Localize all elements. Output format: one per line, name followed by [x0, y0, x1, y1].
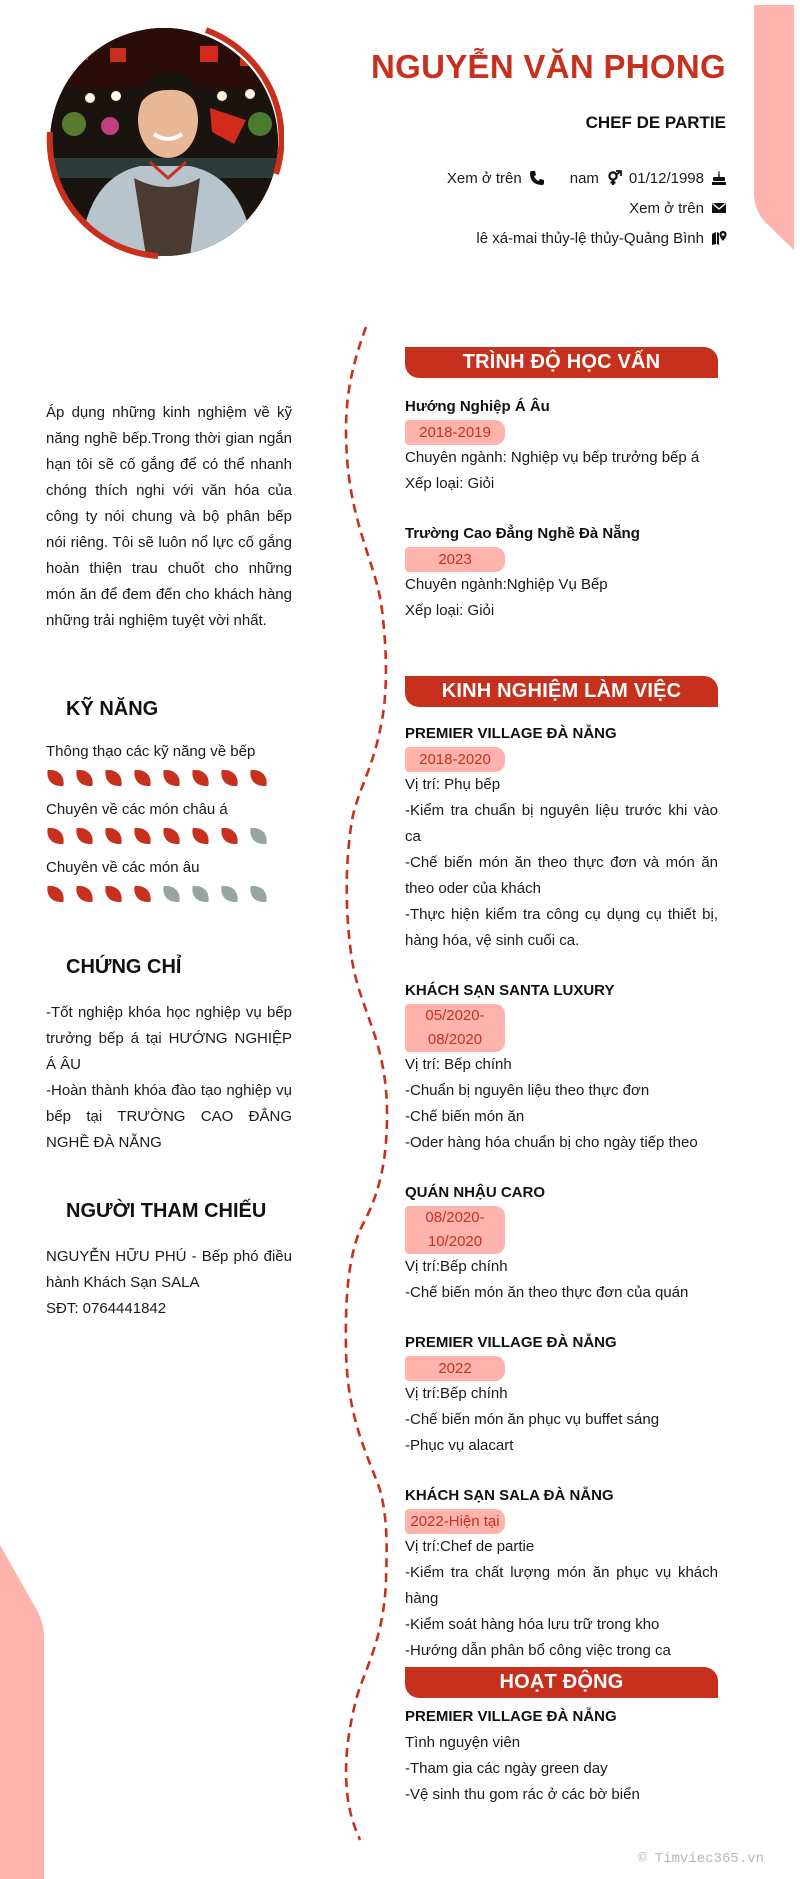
certificate-item: -Tốt nghiệp khóa học nghiệp vụ bếp trưởng bếp á tại HƯỚNG NGHIỆP Á ÂU [46, 1004, 292, 1073]
skill-leaf-filled-icon [73, 828, 95, 844]
skill-leaf-filled-icon [160, 828, 182, 844]
duty: -Oder hàng hóa chuẩn bị cho ngày tiếp theo [405, 1134, 698, 1151]
envelope-icon [710, 199, 728, 217]
skill-leaf-empty-icon [160, 886, 182, 902]
certificates-heading: CHỨNG CHỈ [66, 956, 182, 978]
experience-heading: KINH NGHIỆM LÀM VIỆC [405, 676, 718, 707]
contact-row-3 [476, 229, 728, 247]
duty: -Thực hiện kiểm tra công cụ dụng cụ thiết bị, hàng hóa, vệ sinh cuối ca. [405, 906, 718, 949]
reference-phone: SĐT: 0764441842 [46, 1300, 167, 1317]
skill-leaf-filled-icon [131, 770, 153, 786]
activity-detail: -Tham gia các ngày green day [405, 1760, 608, 1777]
skill-leaf-filled-icon [102, 828, 124, 844]
skill-item [46, 858, 292, 902]
skill-leaf-filled-icon [44, 770, 66, 786]
activity-detail: -Vệ sinh thu gom rác ở các bờ biển [405, 1786, 640, 1803]
experience-entry [405, 1483, 718, 1664]
grade: Xếp loại: Giỏi [405, 602, 495, 619]
experience-entry [405, 1330, 718, 1459]
position: Vị trí:Bếp chính [405, 1385, 508, 1402]
grade: Xếp loại: Giỏi [405, 475, 495, 492]
organization-name: PREMIER VILLAGE ĐÀ NẴNG [405, 1708, 617, 1725]
period-badge: 2018-2020 [405, 747, 505, 772]
wavy-divider [330, 320, 400, 1850]
duty: -Chế biến món ăn [405, 1108, 525, 1125]
certificates-list [46, 1000, 292, 1156]
position: Vị trí:Chef de partie [405, 1538, 535, 1555]
duty: -Chế biến món ăn theo thực đơn của quán [405, 1284, 689, 1301]
activities-heading: HOẠT ĐỘNG [405, 1667, 718, 1698]
period-badge: 08/2020-10/2020 [405, 1206, 505, 1254]
skill-label: Thông thạo các kỹ năng về bếp [46, 743, 256, 760]
gender-icon [605, 169, 623, 187]
company-name: KHÁCH SẠN SALA ĐÀ NẴNG [405, 1487, 614, 1504]
references-heading: NGƯỜI THAM CHIẾU [66, 1200, 267, 1222]
candidate-name: NGUYỄN VĂN PHONG [370, 48, 726, 85]
position: Vị trí: Phụ bếp [405, 776, 501, 793]
period-badge: 2022-Hiện tại [405, 1509, 505, 1534]
activity-entry [405, 1704, 718, 1808]
period-badge: 05/2020-08/2020 [405, 1004, 505, 1052]
position: Vị trí: Bếp chính [405, 1056, 512, 1073]
experience-section [405, 676, 718, 1664]
references-list [46, 1244, 292, 1322]
skill-leaf-filled-icon [160, 770, 182, 786]
skill-rating [46, 886, 292, 902]
skill-leaf-empty-icon [247, 886, 269, 902]
position: Vị trí:Bếp chính [405, 1258, 508, 1275]
gender-value: nam [569, 169, 599, 187]
skill-item [46, 742, 292, 786]
skill-leaf-filled-icon [44, 828, 66, 844]
career-objective: Áp dụng những kinh nghiệm về kỹ năng nghề bếp.Trong thời gian ngắn hạn tôi sẽ cố gắng để có thể nhanh chóng thích nghi với văn hóa của công ty nói chung và bộ phân bếp nói riêng. Tôi sẽ luôn nổ lực cố gắng hoàn thiện trau chuốt cho những món ăn để đem đến cho khách hàng những trải nghiệm tuyệt vời nhất. [46, 404, 292, 629]
skill-rating [46, 770, 292, 786]
avatar [44, 24, 284, 260]
activities-section [405, 1667, 718, 1808]
job-title: CHEF DE PARTIE [585, 113, 726, 132]
skill-leaf-empty-icon [189, 886, 211, 902]
certificate-item: -Hoàn thành khóa đào tạo nghiệp vụ bếp tại TRƯỜNG CAO ĐẲNG NGHỀ ĐÀ NẴNG [46, 1082, 292, 1151]
skill-leaf-filled-icon [73, 770, 95, 786]
experience-entry [405, 1180, 718, 1306]
skill-label: Chuyên về các món âu [46, 859, 200, 876]
skills-list [46, 742, 292, 916]
skill-leaf-filled-icon [131, 886, 153, 902]
reference-person: NGUYỄN HỮU PHÚ - Bếp phó điều hành Khách Sạn SALA [46, 1248, 292, 1291]
major: Chuyên ngành: Nghiệp vụ bếp trưởng bếp á [405, 449, 700, 466]
decorative-shape-bottom-left [0, 1545, 44, 1879]
activity-role: Tình nguyện viên [405, 1734, 521, 1751]
avatar-ring-decoration [44, 24, 284, 260]
duty: -Chế biến món ăn theo thực đơn và món ăn theo oder của khách [405, 854, 718, 897]
phone-value: Xem ở trên [446, 169, 522, 187]
education-heading: TRÌNH ĐỘ HỌC VẤN [405, 347, 718, 378]
major: Chuyên ngành:Nghiệp Vụ Bếp [405, 576, 608, 593]
duty: -Kiểm soát hàng hóa lưu trữ trong kho [405, 1616, 660, 1633]
skill-rating [46, 828, 292, 844]
school-name: Hướng Nghiệp Á Âu [405, 398, 550, 415]
education-section [405, 347, 718, 624]
skill-leaf-filled-icon [44, 886, 66, 902]
phone-icon [528, 169, 546, 187]
company-name: PREMIER VILLAGE ĐÀ NẴNG [405, 725, 617, 742]
duty: -Chế biến món ăn phục vụ buffet sáng [405, 1411, 660, 1428]
company-name: KHÁCH SẠN SANTA LUXURY [405, 982, 615, 999]
skill-item [46, 800, 292, 844]
skill-leaf-filled-icon [102, 886, 124, 902]
skill-leaf-filled-icon [73, 886, 95, 902]
education-entry [405, 521, 718, 624]
duty: -Chuẩn bị nguyên liệu theo thực đơn [405, 1082, 650, 1099]
experience-entry [405, 978, 718, 1156]
decorative-shape-top-right [754, 5, 794, 250]
skill-leaf-empty-icon [247, 828, 269, 844]
skill-leaf-filled-icon [218, 828, 240, 844]
address-value: lê xá-mai thủy-lệ thủy-Quảng Bình [476, 229, 704, 247]
birthday-value: 01/12/1998 [628, 169, 704, 187]
experience-entry [405, 721, 718, 954]
skill-leaf-empty-icon [218, 886, 240, 902]
skill-leaf-filled-icon [189, 828, 211, 844]
company-name: PREMIER VILLAGE ĐÀ NẴNG [405, 1334, 617, 1351]
period-badge: 2023 [405, 547, 505, 572]
skill-leaf-filled-icon [189, 770, 211, 786]
period-badge: 2022 [405, 1356, 505, 1381]
education-entry [405, 394, 718, 497]
contact-row-1 [447, 169, 728, 187]
duty: -Kiểm tra chuẩn bị nguyên liệu trước khi vào ca [405, 802, 718, 845]
skill-label: Chuyên về các món châu á [46, 801, 228, 818]
skill-leaf-filled-icon [131, 828, 153, 844]
school-name: Trường Cao Đẳng Nghề Đà Nẵng [405, 525, 640, 542]
email-value: Xem ở trên [629, 199, 704, 217]
company-name: QUÁN NHẬU CARO [405, 1184, 545, 1201]
duty: -Kiểm tra chất lượng món ăn phục vụ khách hàng [405, 1564, 718, 1607]
skill-leaf-filled-icon [218, 770, 240, 786]
skills-heading: KỸ NĂNG [66, 698, 159, 720]
duty: -Hướng dẫn phân bổ công việc trong ca [405, 1642, 671, 1659]
duty: -Phục vụ alacart [405, 1437, 514, 1454]
skill-leaf-filled-icon [247, 770, 269, 786]
watermark: © Timviec365.vn [638, 1851, 765, 1867]
contact-row-2 [629, 199, 728, 217]
period-badge: 2018-2019 [405, 420, 505, 445]
birthday-cake-icon [710, 169, 728, 187]
map-marker-icon [710, 229, 728, 247]
skill-leaf-filled-icon [102, 770, 124, 786]
